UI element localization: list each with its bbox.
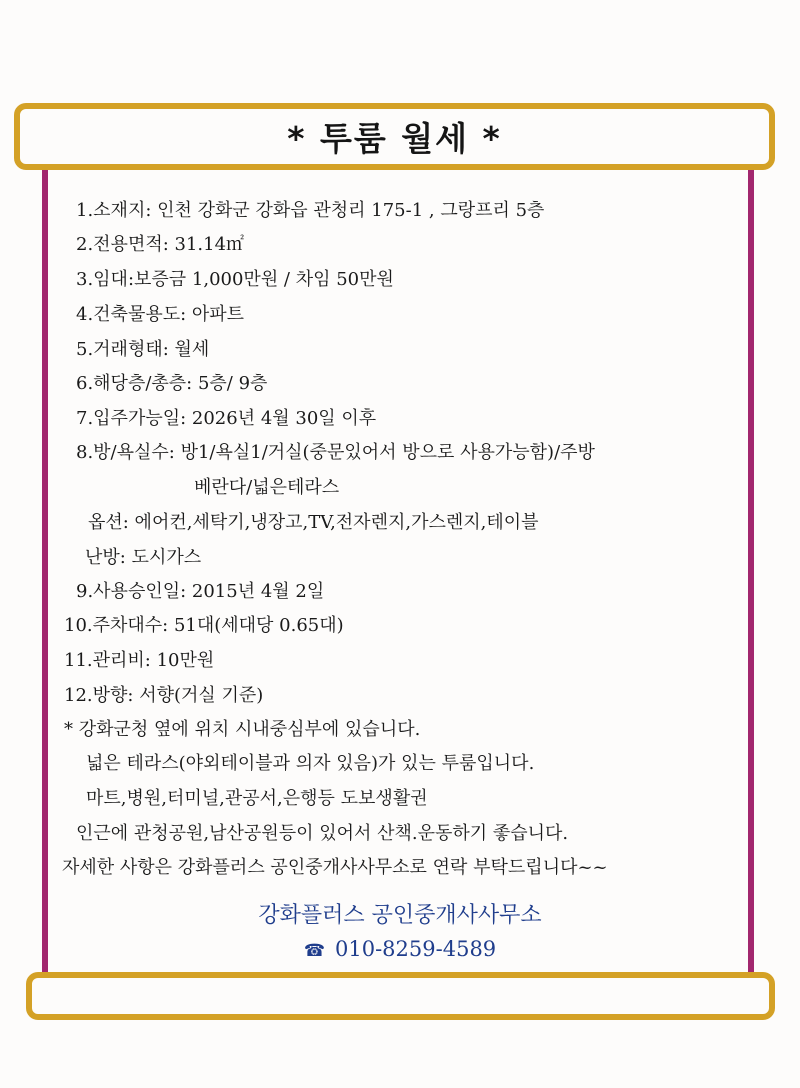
- note-line-amenities: 마트,병원,터미널,관공서,은행등 도보생활권: [86, 788, 428, 809]
- listing-line-options: 옵션: 에어컨,세탁기,냉장고,TV,전자렌지,가스렌지,테이블: [88, 512, 539, 533]
- listing-line-rent: 3.임대:보증금 1,000만원 / 차임 50만원: [76, 269, 394, 290]
- listing-line-rooms: 8.방/욕실수: 방1/욕실1/거실(중문있어서 방으로 사용가능함)/주방: [76, 442, 595, 463]
- listing-line-heating: 난방: 도시가스: [85, 547, 202, 568]
- listing-line-rooms-cont: 베란다/넓은테라스: [194, 477, 340, 498]
- note-line-terrace: 넓은 테라스(야외테이블과 의자 있음)가 있는 투룸입니다.: [86, 753, 535, 774]
- listing-line-deal-type: 5.거래형태: 월세: [76, 339, 210, 360]
- title-banner: [14, 103, 775, 170]
- note-line-parks: 인근에 관청공원,남산공원등이 있어서 산책.운동하기 좋습니다.: [76, 823, 569, 844]
- page-title: * 투룸 월세 *: [287, 119, 502, 158]
- listing-line-area: 2.전용면적: 31.14㎡: [76, 234, 245, 255]
- listing-line-direction: 12.방향: 서향(거실 기준): [64, 685, 264, 706]
- listing-line-move-in: 7.입주가능일: 2026년 4월 30일 이후: [76, 408, 377, 429]
- office-phone-number: 010-8259-4589: [335, 937, 497, 961]
- office-phone-row: [0, 937, 800, 961]
- telephone-icon: ☎: [303, 941, 325, 961]
- note-line-location: * 강화군청 옆에 위치 시내중심부에 있습니다.: [64, 719, 421, 740]
- bottom-banner: [26, 972, 775, 1020]
- listing-line-approval: 9.사용승인일: 2015년 4월 2일: [76, 581, 325, 602]
- listing-line-parking: 10.주차대수: 51대(세대당 0.65대): [64, 615, 344, 636]
- listing-line-floor: 6.해당층/총층: 5층/ 9층: [76, 373, 268, 394]
- office-name: 강화플러스 공인중개사사무소: [258, 903, 542, 928]
- listing-line-maintenance: 11.관리비: 10만원: [64, 650, 215, 671]
- listing-line-location: 1.소재지: 인천 강화군 강화읍 관청리 175-1 , 그랑프리 5층: [76, 200, 545, 221]
- note-line-contact: 자세한 사항은 강화플러스 공인중개사사무소로 연락 부탁드립니다~~: [62, 857, 608, 878]
- listing-line-building-use: 4.건축물용도: 아파트: [76, 304, 245, 325]
